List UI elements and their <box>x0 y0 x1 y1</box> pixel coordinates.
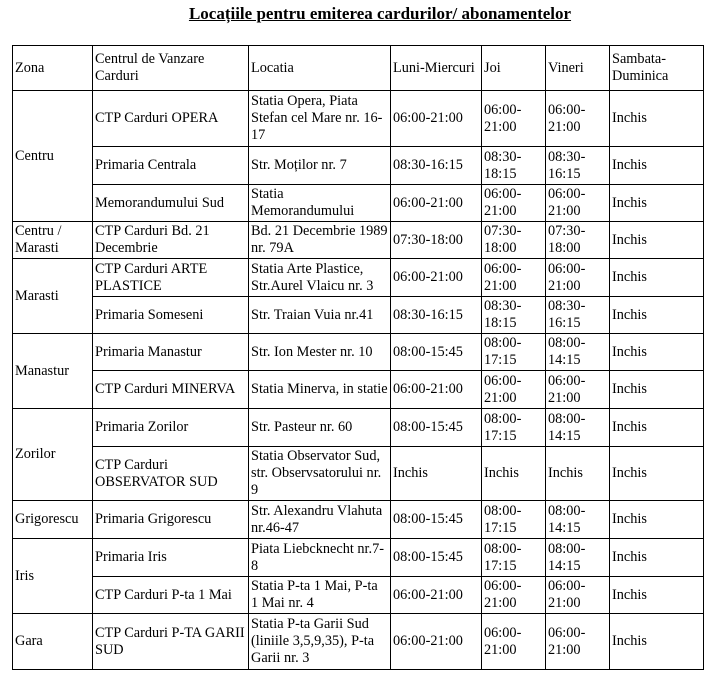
center-cell: CTP Carduri Bd. 21 Decembrie <box>93 222 249 259</box>
center-cell: CTP Carduri ARTE PLASTICE <box>93 259 249 297</box>
mon-wed-cell: 07:30-18:00 <box>391 222 482 259</box>
sat-sun-cell: Inchis <box>610 91 704 147</box>
fri-cell: Inchis <box>546 447 610 501</box>
thu-cell: 07:30-18:00 <box>482 222 546 259</box>
center-cell: Primaria Grigorescu <box>93 501 249 539</box>
mon-wed-cell: 06:00-21:00 <box>391 371 482 409</box>
location-cell: Statia Observator Sud, str. Observsatorului nr. 9 <box>249 447 391 501</box>
mon-wed-cell: 06:00-21:00 <box>391 577 482 614</box>
thu-cell: 08:30-18:15 <box>482 297 546 334</box>
mon-wed-cell: 08:30-16:15 <box>391 297 482 334</box>
fri-cell: 08:00-14:15 <box>546 539 610 577</box>
sat-sun-cell: Inchis <box>610 614 704 670</box>
location-cell: Statia P-ta 1 Mai, P-ta 1 Mai nr. 4 <box>249 577 391 614</box>
zone-cell: Grigorescu <box>13 501 93 539</box>
sat-sun-cell: Inchis <box>610 409 704 447</box>
table-row <box>13 222 704 259</box>
sat-sun-cell: Inchis <box>610 222 704 259</box>
center-cell: Primaria Centrala <box>93 147 249 185</box>
location-cell: Statia Memorandumului <box>249 185 391 222</box>
sat-sun-cell: Inchis <box>610 501 704 539</box>
mon-wed-cell: 08:00-15:45 <box>391 539 482 577</box>
zone-cell: Centru / Marasti <box>13 222 93 259</box>
location-cell: Str. Alexandru Vlahuta nr.46-47 <box>249 501 391 539</box>
location-cell: Str. Moților nr. 7 <box>249 147 391 185</box>
thu-cell: 08:00-17:15 <box>482 501 546 539</box>
thu-cell: 06:00-21:00 <box>482 185 546 222</box>
table-row <box>13 259 704 297</box>
thu-cell: 08:30-18:15 <box>482 147 546 185</box>
sat-sun-cell: Inchis <box>610 147 704 185</box>
zone-cell: Zorilor <box>13 409 93 501</box>
location-cell: Statia Minerva, in statie <box>249 371 391 409</box>
center-cell: CTP Carduri MINERVA <box>93 371 249 409</box>
fri-cell: 08:30-16:15 <box>546 147 610 185</box>
center-cell: Memorandumului Sud <box>93 185 249 222</box>
center-cell: CTP Carduri P-ta 1 Mai <box>93 577 249 614</box>
center-cell: CTP Carduri P-TA GARII SUD <box>93 614 249 670</box>
header-sambata-duminica: Sambata-Duminica <box>610 46 704 91</box>
header-zona: Zona <box>13 46 93 91</box>
table-body <box>13 91 704 670</box>
location-cell: Str. Ion Mester nr. 10 <box>249 334 391 371</box>
thu-cell: 08:00-17:15 <box>482 334 546 371</box>
zone-cell: Centru <box>13 91 93 222</box>
location-cell: Str. Traian Vuia nr.41 <box>249 297 391 334</box>
mon-wed-cell: 06:00-21:00 <box>391 614 482 670</box>
locations-table <box>12 45 704 670</box>
thu-cell: 06:00-21:00 <box>482 577 546 614</box>
sat-sun-cell: Inchis <box>610 371 704 409</box>
center-cell: CTP Carduri OPERA <box>93 91 249 147</box>
center-cell: Primaria Zorilor <box>93 409 249 447</box>
table-row <box>13 185 704 222</box>
thu-cell: 06:00-21:00 <box>482 614 546 670</box>
center-cell: Primaria Iris <box>93 539 249 577</box>
mon-wed-cell: 08:00-15:45 <box>391 334 482 371</box>
mon-wed-cell: 06:00-21:00 <box>391 91 482 147</box>
thu-cell: 08:00-17:15 <box>482 539 546 577</box>
table-row <box>13 501 704 539</box>
sat-sun-cell: Inchis <box>610 539 704 577</box>
sat-sun-cell: Inchis <box>610 334 704 371</box>
sat-sun-cell: Inchis <box>610 447 704 501</box>
location-cell: Piata Liebcknecht nr.7-8 <box>249 539 391 577</box>
fri-cell: 06:00-21:00 <box>546 91 610 147</box>
sat-sun-cell: Inchis <box>610 297 704 334</box>
location-cell: Statia Opera, Piata Stefan cel Mare nr. 16-17 <box>249 91 391 147</box>
header-row <box>13 46 704 91</box>
fri-cell: 06:00-21:00 <box>546 577 610 614</box>
fri-cell: 08:00-14:15 <box>546 334 610 371</box>
fri-cell: 06:00-21:00 <box>546 614 610 670</box>
table-row <box>13 147 704 185</box>
sat-sun-cell: Inchis <box>610 577 704 614</box>
center-cell: Primaria Manastur <box>93 334 249 371</box>
location-cell: Statia P-ta Garii Sud (liniile 3,5,9,35), P-ta Garii nr. 3 <box>249 614 391 670</box>
thu-cell: 06:00-21:00 <box>482 371 546 409</box>
header-luni-miercuri: Luni-Miercuri <box>391 46 482 91</box>
center-cell: CTP Carduri OBSERVATOR SUD <box>93 447 249 501</box>
zone-cell: Iris <box>13 539 93 614</box>
table-row <box>13 297 704 334</box>
fri-cell: 08:00-14:15 <box>546 409 610 447</box>
zone-cell: Marasti <box>13 259 93 334</box>
center-cell: Primaria Someseni <box>93 297 249 334</box>
location-cell: Statia Arte Plastice, Str.Aurel Vlaicu nr. 3 <box>249 259 391 297</box>
mon-wed-cell: 06:00-21:00 <box>391 185 482 222</box>
sat-sun-cell: Inchis <box>610 259 704 297</box>
sat-sun-cell: Inchis <box>610 185 704 222</box>
fri-cell: 07:30-18:00 <box>546 222 610 259</box>
table-row <box>13 614 704 670</box>
header-joi: Joi <box>482 46 546 91</box>
thu-cell: 06:00-21:00 <box>482 91 546 147</box>
mon-wed-cell: 06:00-21:00 <box>391 259 482 297</box>
header-vineri: Vineri <box>546 46 610 91</box>
fri-cell: 06:00-21:00 <box>546 259 610 297</box>
zone-cell: Gara <box>13 614 93 670</box>
table-row <box>13 409 704 447</box>
mon-wed-cell: 08:00-15:45 <box>391 409 482 447</box>
mon-wed-cell: Inchis <box>391 447 482 501</box>
header-locatia: Locatia <box>249 46 391 91</box>
fri-cell: 06:00-21:00 <box>546 185 610 222</box>
table-row <box>13 577 704 614</box>
mon-wed-cell: 08:00-15:45 <box>391 501 482 539</box>
table-row <box>13 447 704 501</box>
zone-cell: Manastur <box>13 334 93 409</box>
document-title: Locațiile pentru emiterea cardurilor/ abonamentelor <box>188 4 572 23</box>
thu-cell: 08:00-17:15 <box>482 409 546 447</box>
fri-cell: 08:00-14:15 <box>546 501 610 539</box>
fri-cell: 08:30-16:15 <box>546 297 610 334</box>
thu-cell: Inchis <box>482 447 546 501</box>
table-row <box>13 539 704 577</box>
table-row <box>13 91 704 147</box>
location-cell: Str. Pasteur nr. 60 <box>249 409 391 447</box>
table-row <box>13 334 704 371</box>
fri-cell: 06:00-21:00 <box>546 371 610 409</box>
table-row <box>13 371 704 409</box>
header-centru-vanzare: Centrul de Vanzare Carduri <box>93 46 249 91</box>
thu-cell: 06:00-21:00 <box>482 259 546 297</box>
location-cell: Bd. 21 Decembrie 1989 nr. 79A <box>249 222 391 259</box>
mon-wed-cell: 08:30-16:15 <box>391 147 482 185</box>
